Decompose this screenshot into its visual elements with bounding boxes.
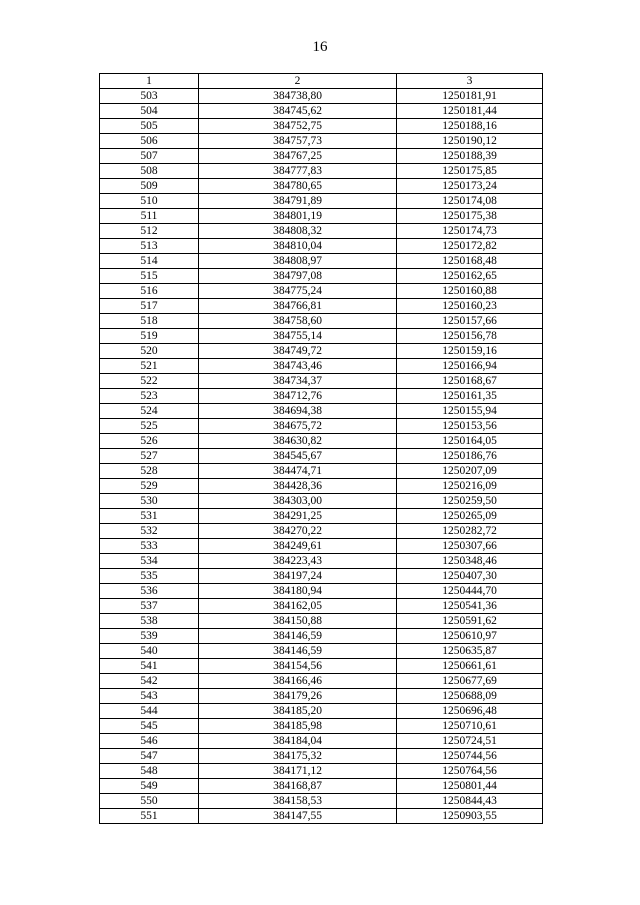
table-row bbox=[100, 674, 543, 689]
x-coordinate-cell: 384223,43 bbox=[199, 554, 397, 569]
y-coordinate-cell: 1250156,78 bbox=[397, 329, 543, 344]
x-coordinate-cell: 384158,53 bbox=[199, 794, 397, 809]
table-row bbox=[100, 104, 543, 119]
table-row bbox=[100, 719, 543, 734]
y-coordinate-cell: 1250282,72 bbox=[397, 524, 543, 539]
point-number-cell: 512 bbox=[100, 224, 199, 239]
table-row bbox=[100, 194, 543, 209]
x-coordinate-cell: 384630,82 bbox=[199, 434, 397, 449]
x-coordinate-cell: 384270,22 bbox=[199, 524, 397, 539]
point-number-cell: 519 bbox=[100, 329, 199, 344]
x-coordinate-cell: 384758,60 bbox=[199, 314, 397, 329]
point-number-cell: 514 bbox=[100, 254, 199, 269]
x-coordinate-cell: 384185,98 bbox=[199, 719, 397, 734]
point-number-cell: 508 bbox=[100, 164, 199, 179]
point-number-cell: 518 bbox=[100, 314, 199, 329]
y-coordinate-cell: 1250186,76 bbox=[397, 449, 543, 464]
point-number-cell: 506 bbox=[100, 134, 199, 149]
y-coordinate-cell: 1250168,48 bbox=[397, 254, 543, 269]
y-coordinate-cell: 1250168,67 bbox=[397, 374, 543, 389]
x-coordinate-cell: 384810,04 bbox=[199, 239, 397, 254]
table-row bbox=[100, 254, 543, 269]
table-row bbox=[100, 539, 543, 554]
point-number-cell: 503 bbox=[100, 89, 199, 104]
page-number: 16 bbox=[312, 39, 328, 55]
x-coordinate-cell: 384184,04 bbox=[199, 734, 397, 749]
x-coordinate-cell: 384775,24 bbox=[199, 284, 397, 299]
x-coordinate-cell: 384171,12 bbox=[199, 764, 397, 779]
point-number-cell: 533 bbox=[100, 539, 199, 554]
y-coordinate-cell: 1250181,44 bbox=[397, 104, 543, 119]
x-coordinate-cell: 384428,36 bbox=[199, 479, 397, 494]
point-number-cell: 524 bbox=[100, 404, 199, 419]
point-number-cell: 551 bbox=[100, 809, 199, 824]
x-coordinate-cell: 384801,19 bbox=[199, 209, 397, 224]
y-coordinate-cell: 1250161,35 bbox=[397, 389, 543, 404]
x-coordinate-cell: 384175,32 bbox=[199, 749, 397, 764]
column-header-2: 2 bbox=[199, 74, 397, 89]
point-number-cell: 525 bbox=[100, 419, 199, 434]
point-number-cell: 538 bbox=[100, 614, 199, 629]
x-coordinate-cell: 384752,75 bbox=[199, 119, 397, 134]
point-number-cell: 521 bbox=[100, 359, 199, 374]
table-row bbox=[100, 554, 543, 569]
table-row bbox=[100, 344, 543, 359]
table-row bbox=[100, 794, 543, 809]
table-row bbox=[100, 569, 543, 584]
y-coordinate-cell: 1250188,39 bbox=[397, 149, 543, 164]
column-header-3: 3 bbox=[397, 74, 543, 89]
point-number-cell: 543 bbox=[100, 689, 199, 704]
table-row bbox=[100, 239, 543, 254]
x-coordinate-cell: 384757,73 bbox=[199, 134, 397, 149]
x-coordinate-cell: 384150,88 bbox=[199, 614, 397, 629]
table-row bbox=[100, 494, 543, 509]
y-coordinate-cell: 1250610,97 bbox=[397, 629, 543, 644]
y-coordinate-cell: 1250591,62 bbox=[397, 614, 543, 629]
table-row bbox=[100, 704, 543, 719]
point-number-cell: 511 bbox=[100, 209, 199, 224]
table-row bbox=[100, 809, 543, 824]
y-coordinate-cell: 1250162,65 bbox=[397, 269, 543, 284]
y-coordinate-cell: 1250710,61 bbox=[397, 719, 543, 734]
x-coordinate-cell: 384545,67 bbox=[199, 449, 397, 464]
point-number-cell: 545 bbox=[100, 719, 199, 734]
table-row bbox=[100, 419, 543, 434]
point-number-cell: 526 bbox=[100, 434, 199, 449]
y-coordinate-cell: 1250259,50 bbox=[397, 494, 543, 509]
x-coordinate-cell: 384755,14 bbox=[199, 329, 397, 344]
x-coordinate-cell: 384303,00 bbox=[199, 494, 397, 509]
table-row bbox=[100, 449, 543, 464]
y-coordinate-cell: 1250744,56 bbox=[397, 749, 543, 764]
point-number-cell: 517 bbox=[100, 299, 199, 314]
x-coordinate-cell: 384146,59 bbox=[199, 644, 397, 659]
x-coordinate-cell: 384675,72 bbox=[199, 419, 397, 434]
point-number-cell: 536 bbox=[100, 584, 199, 599]
x-coordinate-cell: 384797,08 bbox=[199, 269, 397, 284]
table-row bbox=[100, 314, 543, 329]
y-coordinate-cell: 1250635,87 bbox=[397, 644, 543, 659]
point-number-cell: 504 bbox=[100, 104, 199, 119]
x-coordinate-cell: 384146,59 bbox=[199, 629, 397, 644]
table-row bbox=[100, 434, 543, 449]
point-number-cell: 541 bbox=[100, 659, 199, 674]
point-number-cell: 523 bbox=[100, 389, 199, 404]
point-number-cell: 530 bbox=[100, 494, 199, 509]
x-coordinate-cell: 384808,97 bbox=[199, 254, 397, 269]
y-coordinate-cell: 1250724,51 bbox=[397, 734, 543, 749]
table-row bbox=[100, 599, 543, 614]
y-coordinate-cell: 1250160,88 bbox=[397, 284, 543, 299]
x-coordinate-cell: 384168,87 bbox=[199, 779, 397, 794]
table-row bbox=[100, 209, 543, 224]
point-number-cell: 546 bbox=[100, 734, 199, 749]
y-coordinate-cell: 1250348,46 bbox=[397, 554, 543, 569]
y-coordinate-cell: 1250444,70 bbox=[397, 584, 543, 599]
y-coordinate-cell: 1250157,66 bbox=[397, 314, 543, 329]
point-number-cell: 529 bbox=[100, 479, 199, 494]
x-coordinate-cell: 384791,89 bbox=[199, 194, 397, 209]
y-coordinate-cell: 1250160,23 bbox=[397, 299, 543, 314]
table-row bbox=[100, 119, 543, 134]
point-number-cell: 549 bbox=[100, 779, 199, 794]
y-coordinate-cell: 1250174,08 bbox=[397, 194, 543, 209]
table-row bbox=[100, 389, 543, 404]
x-coordinate-cell: 384185,20 bbox=[199, 704, 397, 719]
point-number-cell: 516 bbox=[100, 284, 199, 299]
table-row bbox=[100, 134, 543, 149]
point-number-cell: 537 bbox=[100, 599, 199, 614]
table-row bbox=[100, 584, 543, 599]
y-coordinate-cell: 1250175,38 bbox=[397, 209, 543, 224]
x-coordinate-cell: 384154,56 bbox=[199, 659, 397, 674]
table-row bbox=[100, 224, 543, 239]
point-number-cell: 550 bbox=[100, 794, 199, 809]
x-coordinate-cell: 384766,81 bbox=[199, 299, 397, 314]
x-coordinate-cell: 384780,65 bbox=[199, 179, 397, 194]
y-coordinate-cell: 1250307,66 bbox=[397, 539, 543, 554]
point-number-cell: 515 bbox=[100, 269, 199, 284]
x-coordinate-cell: 384745,62 bbox=[199, 104, 397, 119]
point-number-cell: 509 bbox=[100, 179, 199, 194]
table-body bbox=[100, 89, 543, 824]
table-row bbox=[100, 404, 543, 419]
x-coordinate-cell: 384180,94 bbox=[199, 584, 397, 599]
y-coordinate-cell: 1250190,12 bbox=[397, 134, 543, 149]
table-row bbox=[100, 164, 543, 179]
table-row bbox=[100, 644, 543, 659]
x-coordinate-cell: 384291,25 bbox=[199, 509, 397, 524]
x-coordinate-cell: 384777,83 bbox=[199, 164, 397, 179]
table-row bbox=[100, 479, 543, 494]
x-coordinate-cell: 384166,46 bbox=[199, 674, 397, 689]
point-number-cell: 531 bbox=[100, 509, 199, 524]
y-coordinate-cell: 1250764,56 bbox=[397, 764, 543, 779]
x-coordinate-cell: 384147,55 bbox=[199, 809, 397, 824]
point-number-cell: 532 bbox=[100, 524, 199, 539]
point-number-cell: 540 bbox=[100, 644, 199, 659]
x-coordinate-cell: 384767,25 bbox=[199, 149, 397, 164]
table-row bbox=[100, 509, 543, 524]
point-number-cell: 534 bbox=[100, 554, 199, 569]
x-coordinate-cell: 384694,38 bbox=[199, 404, 397, 419]
y-coordinate-cell: 1250174,73 bbox=[397, 224, 543, 239]
y-coordinate-cell: 1250155,94 bbox=[397, 404, 543, 419]
y-coordinate-cell: 1250207,09 bbox=[397, 464, 543, 479]
point-number-cell: 513 bbox=[100, 239, 199, 254]
y-coordinate-cell: 1250696,48 bbox=[397, 704, 543, 719]
table-row bbox=[100, 284, 543, 299]
y-coordinate-cell: 1250801,44 bbox=[397, 779, 543, 794]
table-row bbox=[100, 299, 543, 314]
y-coordinate-cell: 1250173,24 bbox=[397, 179, 543, 194]
point-number-cell: 539 bbox=[100, 629, 199, 644]
table-row bbox=[100, 359, 543, 374]
table-row bbox=[100, 149, 543, 164]
table-row bbox=[100, 269, 543, 284]
point-number-cell: 505 bbox=[100, 119, 199, 134]
table-row bbox=[100, 734, 543, 749]
x-coordinate-cell: 384249,61 bbox=[199, 539, 397, 554]
column-header-1: 1 bbox=[100, 74, 199, 89]
table-row bbox=[100, 179, 543, 194]
point-number-cell: 520 bbox=[100, 344, 199, 359]
table-row bbox=[100, 689, 543, 704]
y-coordinate-cell: 1250153,56 bbox=[397, 419, 543, 434]
x-coordinate-cell: 384197,24 bbox=[199, 569, 397, 584]
x-coordinate-cell: 384749,72 bbox=[199, 344, 397, 359]
y-coordinate-cell: 1250181,91 bbox=[397, 89, 543, 104]
table-row bbox=[100, 779, 543, 794]
x-coordinate-cell: 384474,71 bbox=[199, 464, 397, 479]
y-coordinate-cell: 1250407,30 bbox=[397, 569, 543, 584]
table-row bbox=[100, 89, 543, 104]
point-number-cell: 535 bbox=[100, 569, 199, 584]
table-row bbox=[100, 374, 543, 389]
x-coordinate-cell: 384162,05 bbox=[199, 599, 397, 614]
point-number-cell: 547 bbox=[100, 749, 199, 764]
table-row bbox=[100, 629, 543, 644]
y-coordinate-cell: 1250677,69 bbox=[397, 674, 543, 689]
y-coordinate-cell: 1250844,43 bbox=[397, 794, 543, 809]
point-number-cell: 510 bbox=[100, 194, 199, 209]
y-coordinate-cell: 1250216,09 bbox=[397, 479, 543, 494]
y-coordinate-cell: 1250688,09 bbox=[397, 689, 543, 704]
table-row bbox=[100, 329, 543, 344]
table-row bbox=[100, 764, 543, 779]
y-coordinate-cell: 1250188,16 bbox=[397, 119, 543, 134]
table-row bbox=[100, 614, 543, 629]
y-coordinate-cell: 1250661,61 bbox=[397, 659, 543, 674]
y-coordinate-cell: 1250175,85 bbox=[397, 164, 543, 179]
x-coordinate-cell: 384179,26 bbox=[199, 689, 397, 704]
y-coordinate-cell: 1250172,82 bbox=[397, 239, 543, 254]
x-coordinate-cell: 384743,46 bbox=[199, 359, 397, 374]
y-coordinate-cell: 1250166,94 bbox=[397, 359, 543, 374]
point-number-cell: 544 bbox=[100, 704, 199, 719]
point-number-cell: 507 bbox=[100, 149, 199, 164]
x-coordinate-cell: 384734,37 bbox=[199, 374, 397, 389]
y-coordinate-cell: 1250541,36 bbox=[397, 599, 543, 614]
coordinates-table bbox=[99, 73, 543, 824]
point-number-cell: 528 bbox=[100, 464, 199, 479]
y-coordinate-cell: 1250265,09 bbox=[397, 509, 543, 524]
point-number-cell: 548 bbox=[100, 764, 199, 779]
point-number-cell: 542 bbox=[100, 674, 199, 689]
x-coordinate-cell: 384712,76 bbox=[199, 389, 397, 404]
y-coordinate-cell: 1250903,55 bbox=[397, 809, 543, 824]
table-row bbox=[100, 524, 543, 539]
table-row bbox=[100, 659, 543, 674]
point-number-cell: 522 bbox=[100, 374, 199, 389]
table-row bbox=[100, 464, 543, 479]
x-coordinate-cell: 384738,80 bbox=[199, 89, 397, 104]
x-coordinate-cell: 384808,32 bbox=[199, 224, 397, 239]
table-row bbox=[100, 749, 543, 764]
point-number-cell: 527 bbox=[100, 449, 199, 464]
y-coordinate-cell: 1250159,16 bbox=[397, 344, 543, 359]
table-header-row bbox=[100, 74, 543, 89]
y-coordinate-cell: 1250164,05 bbox=[397, 434, 543, 449]
